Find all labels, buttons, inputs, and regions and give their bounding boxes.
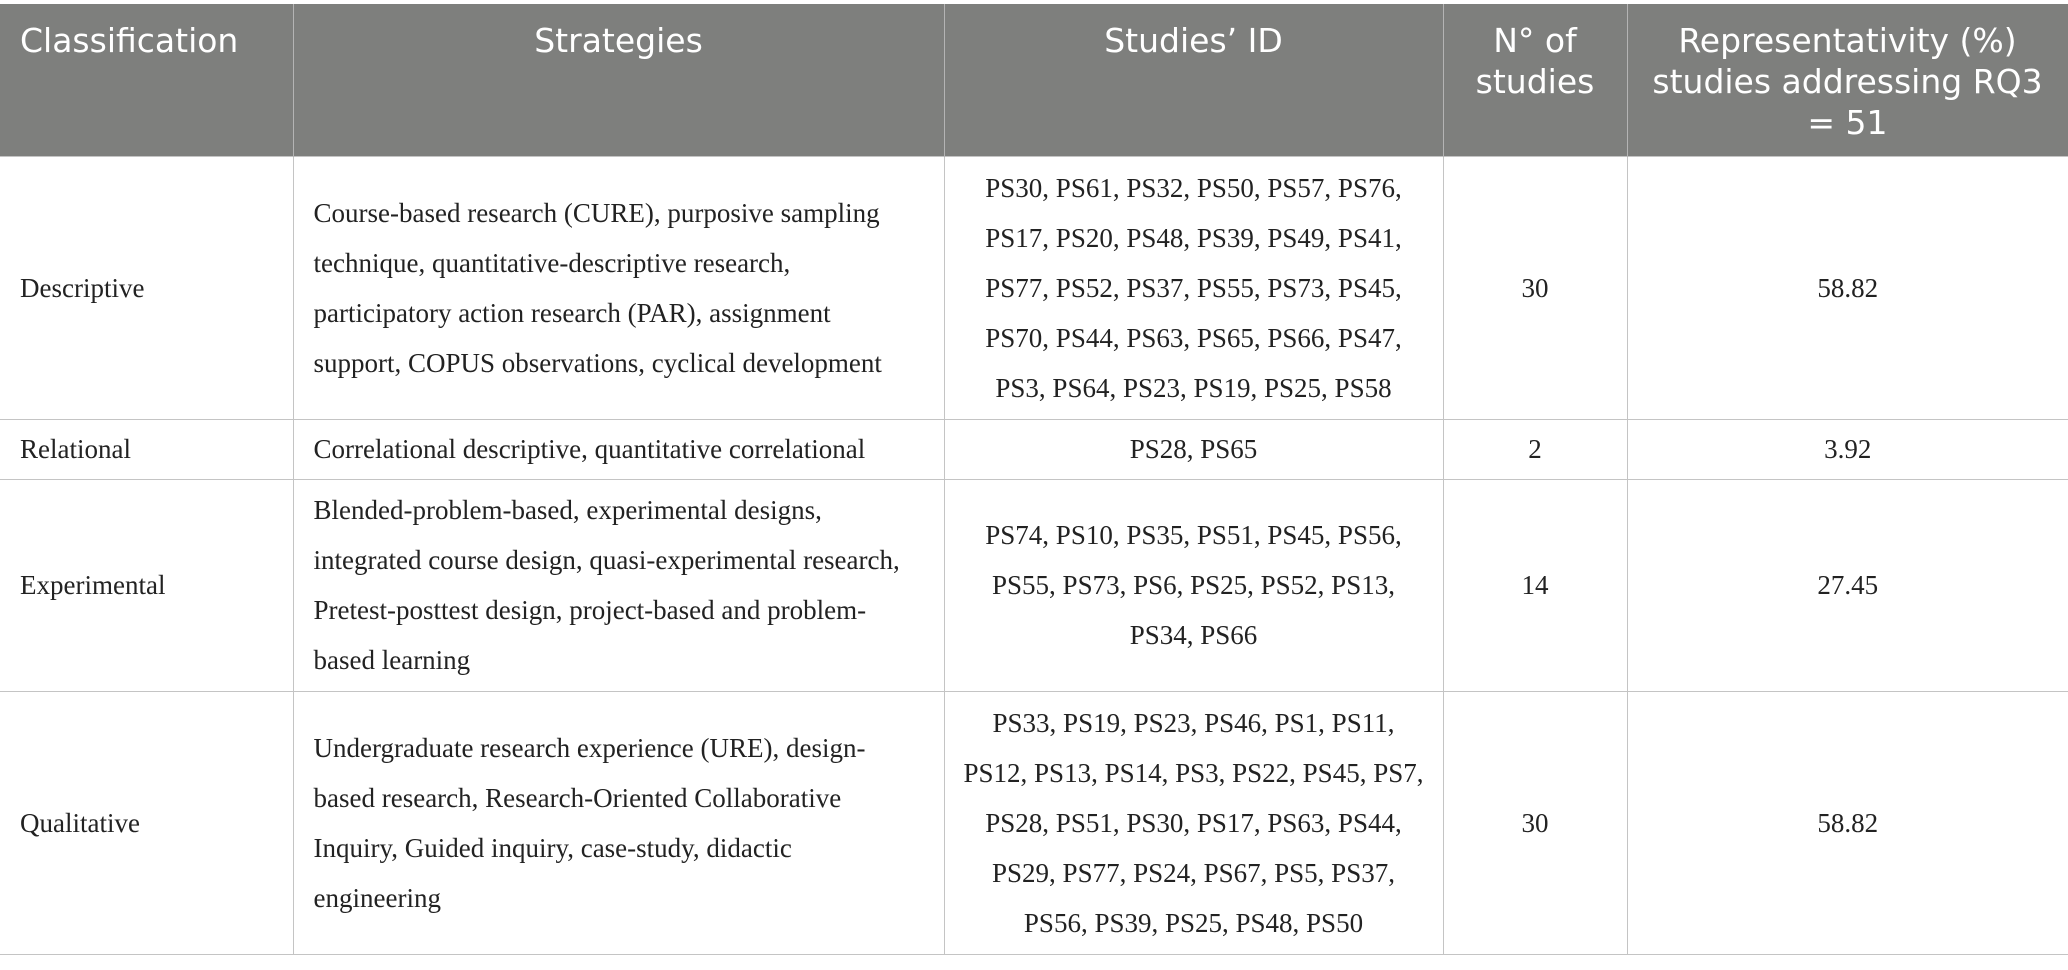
cell-number-of-studies: 30 [1443,691,1627,954]
research-strategies-table [0,4,2068,955]
cell-representativity: 58.82 [1627,691,2068,954]
cell-classification: Experimental [0,479,293,691]
cell-number-of-studies: 30 [1443,156,1627,419]
cell-representativity: 3.92 [1627,419,2068,479]
cell-number-of-studies: 2 [1443,419,1627,479]
header-row [0,4,2068,156]
header-classification: Classification [0,4,293,156]
header-number-of-studies: N° of studies [1443,4,1627,156]
cell-studies-id: PS74, PS10, PS35, PS51, PS45, PS56, PS55, PS73, PS6, PS25, PS52, PS13, PS34, PS66 [944,479,1443,691]
cell-classification: Descriptive [0,156,293,419]
cell-representativity: 58.82 [1627,156,2068,419]
table-body [0,156,2068,954]
cell-number-of-studies: 14 [1443,479,1627,691]
table-row [0,479,2068,691]
header-studies-id: Studies’ ID [944,4,1443,156]
cell-studies-id: PS33, PS19, PS23, PS46, PS1, PS11, PS12, PS13, PS14, PS3, PS22, PS45, PS7, PS28, PS51, PS30, PS17, PS63, PS44, PS29, PS77, PS24, PS67, PS5, PS37, PS56, PS39, PS25, PS48, PS50 [944,691,1443,954]
header-strategies: Strategies [293,4,944,156]
header-representativity: Representativity (%) studies addressing RQ3 = 51 [1627,4,2068,156]
cell-strategies: Course-based research (CURE), purposive sampling technique, quantitative-descriptive research, participatory action research (PAR), assignment support, COPUS observations, cyclical development [293,156,944,419]
cell-representativity: 27.45 [1627,479,2068,691]
cell-strategies: Correlational descriptive, quantitative correlational [293,419,944,479]
cell-strategies: Blended-problem-based, experimental designs, integrated course design, quasi-experimental research, Pretest-posttest design, project-based and problem-based learning [293,479,944,691]
cell-strategies: Undergraduate research experience (URE), design-based research, Research-Oriented Collaborative Inquiry, Guided inquiry, case-study, didactic engineering [293,691,944,954]
table-header [0,4,2068,156]
cell-studies-id: PS28, PS65 [944,419,1443,479]
data-table [0,4,2068,955]
table-row [0,691,2068,954]
cell-classification: Relational [0,419,293,479]
table-row [0,156,2068,419]
table-row [0,419,2068,479]
cell-classification: Qualitative [0,691,293,954]
cell-studies-id: PS30, PS61, PS32, PS50, PS57, PS76, PS17, PS20, PS48, PS39, PS49, PS41, PS77, PS52, PS37, PS55, PS73, PS45, PS70, PS44, PS63, PS65, PS66, PS47, PS3, PS64, PS23, PS19, PS25, PS58 [944,156,1443,419]
